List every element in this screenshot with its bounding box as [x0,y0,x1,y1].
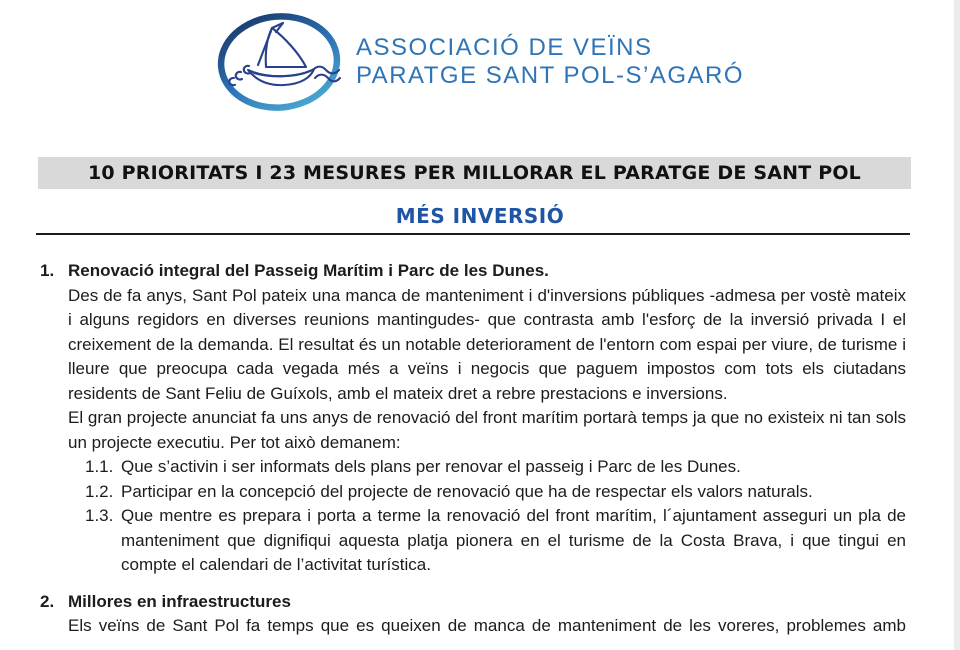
document-body [40,259,906,639]
sub-item-number: 1.3. [85,506,114,525]
item-number: 1. [40,261,55,280]
item-title: Renovació integral del Passeig Marítim i Parc de les Dunes. [68,261,549,280]
sub-item-text: Participar en la concepció del projecte de renovació que ha de respectar els valors naturals. [121,481,813,501]
sub-item-1-3 [68,504,906,578]
sub-item-number: 1.2. [85,481,114,501]
sub-item-number: 1.1. [85,457,114,476]
org-name-line2: PARATGE SANT POL-S’AGARÓ [355,62,745,89]
sub-item-text: Que mentre es prepara i porta a terme la renovació del front marítim, l´ajuntament asseguri un pla de manteniment que dignifiqui aquesta platja pionera en el turisme de la Costa Brava, i que tingui en compte el calendari de l’activitat turística. [121,506,906,574]
item-body [68,590,906,639]
item-paragraph: Des de fa anys, Sant Pol pateix una manca de manteniment i d'inversions públiques -admesa per vostè mateix i alguns regidors en diverses reunions mantingudes- que contrasta amb l'esforç de la inversió privada I el creixement de la demanda. El resultat és un notable deteriorament de l'entorn com espai per viure, de turisme i lleure que preocupa cada vegada més a veïns i negocis que paguem impostos com tots els ciutadans residents de Sant Feliu de Guíxols, amb el mateix dret a rebre prestacions e inversions. [68,285,906,403]
sub-item-1-2 [68,480,906,505]
item-body [68,259,906,578]
item-title: Millores en infraestructures [68,591,291,611]
item-number: 2. [40,591,55,611]
scan-edge-strip [954,0,960,650]
sub-item-text: Que s’activin i ser informats dels plans per renovar el passeig i Parc de les Dunes. [121,457,741,476]
item-paragraph: Els veïns de Sant Pol fa temps que es queixen de manca de manteniment de les voreres, problemes amb [68,616,906,635]
sub-item-1-1 [68,455,906,480]
document-title: 10 PRIORITATS I 23 MESURES PER MILLORAR EL PARATGE DE SANT POL [88,162,861,184]
sailboat-logo-icon [216,12,344,112]
section-heading: MÉS INVERSIÓ [395,204,565,228]
letterhead [0,0,960,112]
document-title-bar [38,157,911,189]
section-divider [36,233,910,235]
item-paragraph: El gran projecte anunciat fa uns anys de renovació del front marítim portarà temps ja que no existeix ni tan sols un projecte executiu. Per tot això demanem: [68,408,906,452]
list-item-1 [40,259,906,578]
list-item-2 [40,590,906,639]
org-name-line1: ASSOCIACIÓ DE VEÏNS [355,34,653,61]
org-name [356,34,744,90]
